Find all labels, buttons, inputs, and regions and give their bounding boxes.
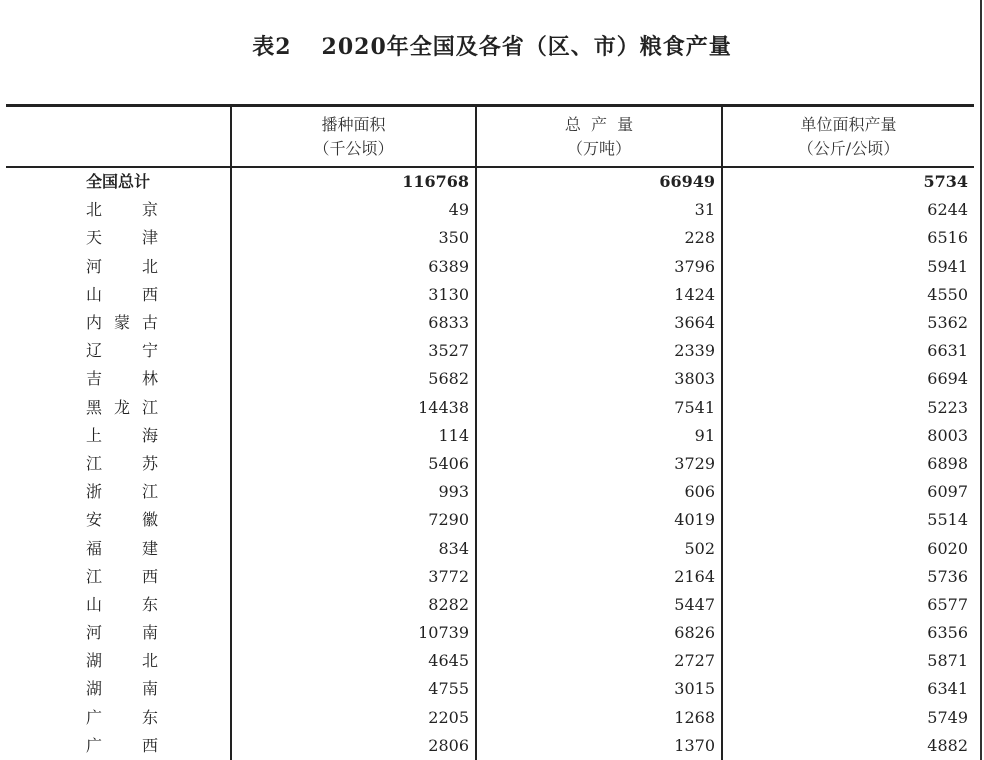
table-row xyxy=(6,365,974,393)
region-name: 内 蒙 古 xyxy=(86,313,158,333)
yield-cell: 6244 xyxy=(722,196,974,224)
region-cell xyxy=(6,450,231,478)
region-cell xyxy=(6,647,231,675)
table-row xyxy=(6,591,974,619)
region-cell xyxy=(6,732,231,760)
sown-area-cell: 6389 xyxy=(231,253,476,281)
yield-cell: 5734 xyxy=(722,167,974,196)
total-output-cell: 3803 xyxy=(476,365,722,393)
region-cell xyxy=(6,253,231,281)
yield-cell: 5362 xyxy=(722,309,974,337)
table-row xyxy=(6,619,974,647)
region-cell xyxy=(6,675,231,703)
total-output-cell: 1370 xyxy=(476,732,722,760)
sown-area-cell: 834 xyxy=(231,534,476,562)
sown-area-cell: 350 xyxy=(231,224,476,252)
region-name: 辽 宁 xyxy=(86,341,158,361)
sown-area-cell: 4645 xyxy=(231,647,476,675)
header-yield-unit: （公斤/公顷） xyxy=(797,138,900,158)
header-region xyxy=(6,106,231,168)
region-cell xyxy=(6,506,231,534)
region-name: 广 东 xyxy=(86,707,158,727)
sown-area-cell: 10739 xyxy=(231,619,476,647)
region-name: 湖 南 xyxy=(86,679,158,699)
table-title xyxy=(0,30,984,61)
region-name: 广 西 xyxy=(86,735,158,755)
sown-area-cell: 3527 xyxy=(231,337,476,365)
total-output-cell: 4019 xyxy=(476,506,722,534)
region-name: 全国总计 xyxy=(86,172,151,192)
header-sown-area-unit: （千公顷） xyxy=(313,138,394,158)
region-cell xyxy=(6,422,231,450)
sown-area-cell: 2205 xyxy=(231,704,476,732)
yield-cell: 6020 xyxy=(722,534,974,562)
region-cell xyxy=(6,365,231,393)
table-row xyxy=(6,450,974,478)
total-output-cell: 31 xyxy=(476,196,722,224)
sown-area-cell: 7290 xyxy=(231,506,476,534)
region-name: 河 南 xyxy=(86,623,158,643)
total-output-cell: 5447 xyxy=(476,591,722,619)
region-name: 山 西 xyxy=(86,284,158,304)
region-name: 天 津 xyxy=(86,228,158,248)
grain-output-table xyxy=(6,104,974,760)
yield-cell: 5223 xyxy=(722,394,974,422)
region-cell xyxy=(6,591,231,619)
region-cell xyxy=(6,563,231,591)
region-name: 北 京 xyxy=(86,200,158,220)
yield-cell: 6631 xyxy=(722,337,974,365)
total-output-cell: 66949 xyxy=(476,167,722,196)
yield-cell: 5941 xyxy=(722,253,974,281)
sown-area-cell: 14438 xyxy=(231,394,476,422)
table-row xyxy=(6,704,974,732)
yield-cell: 6577 xyxy=(722,591,974,619)
total-output-cell: 228 xyxy=(476,224,722,252)
region-cell xyxy=(6,337,231,365)
total-output-cell: 1424 xyxy=(476,281,722,309)
total-output-cell: 1268 xyxy=(476,704,722,732)
yield-cell: 6694 xyxy=(722,365,974,393)
total-output-cell: 6826 xyxy=(476,619,722,647)
table-row xyxy=(6,196,974,224)
sown-area-cell: 3130 xyxy=(231,281,476,309)
yield-cell: 4550 xyxy=(722,281,974,309)
yield-cell: 6341 xyxy=(722,675,974,703)
total-output-cell: 3015 xyxy=(476,675,722,703)
table-header-row xyxy=(6,106,974,168)
header-total-output xyxy=(476,106,722,168)
sown-area-cell: 3772 xyxy=(231,563,476,591)
table-row xyxy=(6,309,974,337)
region-cell xyxy=(6,167,231,196)
page-edge-line xyxy=(980,0,982,760)
yield-cell: 5736 xyxy=(722,563,974,591)
total-output-cell: 7541 xyxy=(476,394,722,422)
sown-area-cell: 6833 xyxy=(231,309,476,337)
total-output-cell: 502 xyxy=(476,534,722,562)
region-cell xyxy=(6,196,231,224)
region-name: 湖 北 xyxy=(86,651,158,671)
table-row xyxy=(6,534,974,562)
region-cell xyxy=(6,394,231,422)
total-output-cell: 3729 xyxy=(476,450,722,478)
region-cell xyxy=(6,224,231,252)
table-row-total xyxy=(6,167,974,196)
sown-area-cell: 5406 xyxy=(231,450,476,478)
region-name: 黑 龙 江 xyxy=(86,397,158,417)
sown-area-cell: 993 xyxy=(231,478,476,506)
total-output-cell: 2164 xyxy=(476,563,722,591)
table-row xyxy=(6,478,974,506)
sown-area-cell: 2806 xyxy=(231,732,476,760)
region-cell xyxy=(6,534,231,562)
yield-cell: 5749 xyxy=(722,704,974,732)
sown-area-cell: 5682 xyxy=(231,365,476,393)
table-row xyxy=(6,337,974,365)
yield-cell: 5871 xyxy=(722,647,974,675)
sown-area-cell: 8282 xyxy=(231,591,476,619)
yield-cell: 6516 xyxy=(722,224,974,252)
table-row xyxy=(6,506,974,534)
table-row xyxy=(6,394,974,422)
sown-area-cell: 116768 xyxy=(231,167,476,196)
region-name: 福 建 xyxy=(86,538,158,558)
region-name: 河 北 xyxy=(86,256,158,276)
total-output-cell: 3796 xyxy=(476,253,722,281)
yield-cell: 5514 xyxy=(722,506,974,534)
total-output-cell: 2339 xyxy=(476,337,722,365)
yield-cell: 4882 xyxy=(722,732,974,760)
yield-cell: 6356 xyxy=(722,619,974,647)
sown-area-cell: 114 xyxy=(231,422,476,450)
total-output-cell: 2727 xyxy=(476,647,722,675)
region-cell xyxy=(6,309,231,337)
region-name: 吉 林 xyxy=(86,369,158,389)
total-output-cell: 91 xyxy=(476,422,722,450)
table-row xyxy=(6,675,974,703)
region-cell xyxy=(6,478,231,506)
region-cell xyxy=(6,619,231,647)
region-name: 上 海 xyxy=(86,425,158,445)
yield-cell: 6097 xyxy=(722,478,974,506)
table-row xyxy=(6,281,974,309)
table-row xyxy=(6,422,974,450)
header-yield xyxy=(722,106,974,168)
table-row xyxy=(6,253,974,281)
yield-cell: 6898 xyxy=(722,450,974,478)
region-name: 浙 江 xyxy=(86,482,158,502)
header-sown-area-name: 播种面积 xyxy=(321,114,386,134)
yield-cell: 8003 xyxy=(722,422,974,450)
region-name: 江 西 xyxy=(86,566,158,586)
region-cell xyxy=(6,704,231,732)
region-name: 安 徽 xyxy=(86,510,158,530)
sown-area-cell: 49 xyxy=(231,196,476,224)
header-sown-area xyxy=(231,106,476,168)
header-total-output-unit: （万吨） xyxy=(566,138,631,158)
region-cell xyxy=(6,281,231,309)
table-title-text: 2020年全国及各省（区、市）粮食产量 xyxy=(321,34,732,60)
table-number: 表2 xyxy=(252,34,292,60)
table-row xyxy=(6,647,974,675)
sown-area-cell: 4755 xyxy=(231,675,476,703)
region-name: 山 东 xyxy=(86,594,158,614)
header-yield-name: 单位面积产量 xyxy=(800,114,897,134)
table-row xyxy=(6,563,974,591)
header-total-output-name: 总 产 量 xyxy=(564,114,634,134)
table-row xyxy=(6,224,974,252)
region-name: 江 苏 xyxy=(86,453,158,473)
table-row xyxy=(6,732,974,760)
total-output-cell: 3664 xyxy=(476,309,722,337)
total-output-cell: 606 xyxy=(476,478,722,506)
